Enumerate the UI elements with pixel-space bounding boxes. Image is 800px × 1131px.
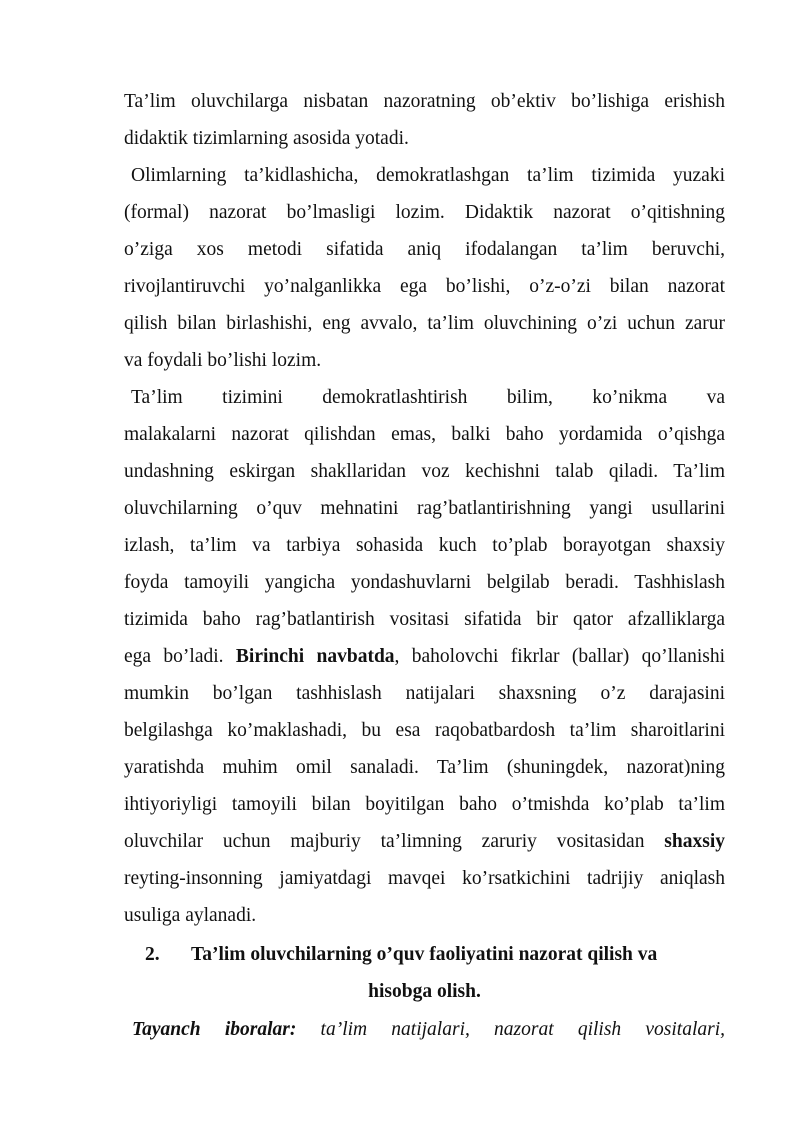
text-line: va foydali bo’lishi lozim. — [124, 350, 322, 371]
text-line: oluvchilarning o’quv mehnatini rag’batlantirishning yangi usullarini — [124, 498, 725, 519]
section-heading-continued: hisobga olish. — [368, 981, 481, 1002]
text-line: Ta’lim oluvchilarga nisbatan nazoratning ob’ektiv bo’lishiga erishish — [124, 91, 725, 112]
bold-phrase: Birinchi navbatda — [235, 646, 395, 667]
text-line: malakalarni nazorat qilishdan emas, balki baho yordamida o’qishga — [124, 424, 725, 445]
text-line: qilish bilan birlashishi, eng avvalo, ta’lim oluvchining o’zi uchun zarur — [124, 313, 725, 334]
key-phrases-line — [132, 1016, 725, 1044]
text-line: ihtiyoriyligi tamoyili bilan boyitilgan baho o’tmishda ko’plab ta’lim — [124, 794, 725, 815]
text-line: undashning eskirgan shakllaridan voz kechishni talab qiladi. Ta’lim — [124, 461, 725, 482]
text-line: yaratishda muhim omil sanaladi. Ta’lim (shuningdek, nazorat)ning — [124, 757, 725, 778]
key-phrases-label: Tayanch iboralar: — [132, 1019, 297, 1040]
text-line — [124, 643, 725, 671]
text-line — [124, 828, 725, 856]
text-line: rivojlantiruvchi yo’nalganlikka ega bo’lishi, o’z-o’zi bilan nazorat — [124, 276, 725, 297]
text-line: Olimlarning ta’kidlashicha, demokratlashgan ta’lim tizimida yuzaki — [131, 165, 725, 186]
section-number: 2. — [145, 944, 160, 965]
key-phrases-text: ta’lim natijalari, nazorat qilish vositalari, — [320, 1019, 725, 1040]
section-heading — [145, 941, 725, 969]
text-line: izlash, ta’lim va tarbiya sohasida kuch to’plab borayotgan shaxsiy — [124, 535, 725, 556]
text-line: tizimida baho rag’batlantirish vositasi sifatida bir qator afzalliklarga — [124, 609, 725, 630]
text-line: reyting-insonning jamiyatdagi mavqei ko’rsatkichini tadrijiy aniqlash — [124, 868, 725, 889]
text-line: Ta’lim tizimini demokratlashtirish bilim, ko’nikma va — [131, 387, 725, 408]
text-line: (formal) nazorat bo’lmasligi lozim. Didaktik nazorat o’qitishning — [124, 202, 725, 223]
text-line: didaktik tizimlarning asosida yotadi. — [124, 128, 409, 149]
text-span: ega bo’ladi. — [124, 646, 236, 667]
section-heading-text: Ta’lim oluvchilarning o’quv faoliyatini nazorat qilish va — [191, 944, 658, 965]
text-span: oluvchilar uchun majburiy ta’limning zaruriy vositasidan — [124, 831, 665, 852]
text-line: usuliga aylanadi. — [124, 905, 257, 926]
bold-phrase: shaxsiy — [664, 831, 725, 852]
text-line: belgilashga ko’maklashadi, bu esa raqobatbardosh ta’lim sharoitlarini — [124, 720, 725, 741]
text-line: o’ziga xos metodi sifatida aniq ifodalangan ta’lim beruvchi, — [124, 239, 725, 260]
text-line: mumkin bo’lgan tashhislash natijalari shaxsning o’z darajasini — [124, 683, 725, 704]
text-span: , baholovchi fikrlar (ballar) qo’llanishi — [394, 646, 726, 667]
text-line: foyda tamoyili yangicha yondashuvlarni belgilab beradi. Tashhislash — [124, 572, 725, 593]
